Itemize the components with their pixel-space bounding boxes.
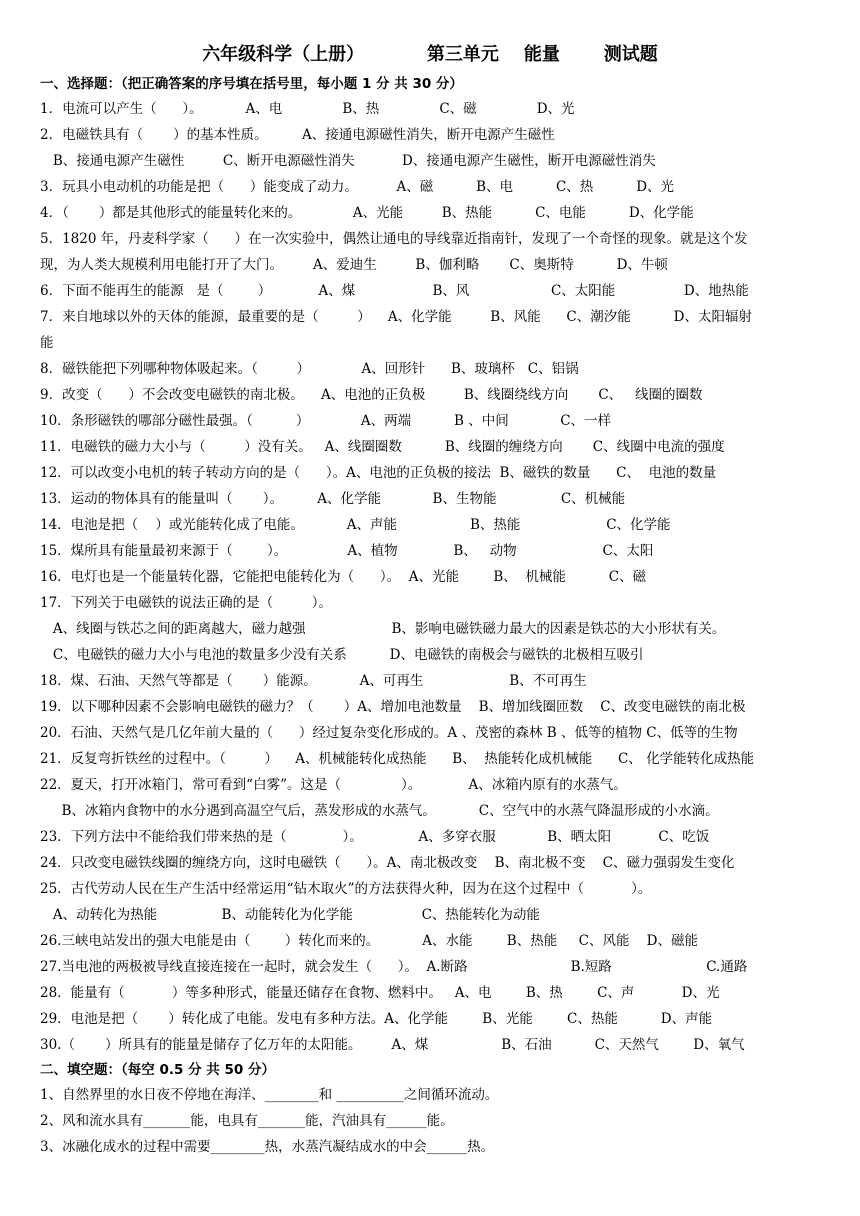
question-line: 10．条形磁铁的哪部分磁性最强。（ ） A、两端 B 、中间 C、一样	[40, 413, 612, 429]
question-line: 20．石油、天然气是几亿年前大量的（ ）经过复杂变化形成的。A 、茂密的森林 B 、低等的植物 C、低等的生物	[40, 725, 738, 741]
question-line: 27.当电池的两极被导线直接连接在一起时，就会发生（ ）。 A.断路 B.短路 C.通路	[40, 959, 748, 975]
question-line: A、动转化为热能 B、动能转化为化学能 C、热能转化为动能	[40, 907, 540, 923]
question-line: 19．以下哪种因素不会影响电磁铁的磁力？（ ）A、增加电池数量 B、增加线圈匝数 C、改变电磁铁的南北极	[40, 699, 746, 715]
question-line: 16．电灯也是一个能量转化器，它能把电能转化为（ ）。 A、光能 B、 机械能 C、磁	[40, 569, 647, 585]
choice-questions	[40, 96, 820, 1058]
question-line: 4．（ ）都是其他形式的能量转化来的。 A、光能 B、热能 C、电能 D、化学能	[40, 205, 694, 221]
question-line: 2．电磁铁具有（ ）的基本性质。 A、接通电源磁性消失，断开电源产生磁性	[40, 127, 555, 143]
question-line: 12．可以改变小电机的转子转动方向的是（ ）。A、电池的正负极的接法 B、磁铁的数量 C、 电池的数量	[40, 465, 717, 481]
question-line: 15．煤所具有能量最初来源于（ ）。 A、植物 B、 动物 C、太阳	[40, 543, 654, 559]
question-line: B、冰箱内食物中的水分遇到高温空气后，蒸发形成的水蒸气。 C、空气中的水蒸气降温形成的小水滴。	[40, 803, 719, 819]
question-line: 9．改变（ ）不会改变电磁铁的南北极。 A、电池的正负极 B、线圈绕线方向 C、 线圈的圈数	[40, 387, 703, 403]
question-line: 13．运动的物体具有的能量叫（ ）。 A、化学能 B、生物能 C、机械能	[40, 491, 626, 507]
question-line: 23．下列方法中不能给我们带来热的是（ ）。 A、多穿衣服 B、晒太阳 C、吃饭	[40, 829, 710, 845]
question-line: 7．来自地球以外的天体的能源，最重要的是（ ） A、化学能 B、风能 C、潮汐能 D、太阳辐射	[40, 309, 752, 325]
fill-line: 2、风和流水具有_______能，电具有_______能，汽油具有______能。	[40, 1113, 454, 1129]
page-title: 六年级科学（上册） 第三单元 能量 测试题	[202, 44, 658, 65]
fill-line: 1、自然界里的水日夜不停地在海洋、________和 __________之间循环流动。	[40, 1087, 499, 1103]
section-heading-fill: 二、填空题：（每空 0.5 分 共 50 分）	[40, 1062, 275, 1078]
question-line: A、线圈与铁芯之间的距离越大，磁力越强 B、影响电磁铁磁力最大的因素是铁芯的大小形状有关。	[40, 621, 726, 637]
question-line: 现，为人类大规模利用电能打开了大门。 A、爱迪生 B、伽利略 C、奥斯特 D、牛顿	[40, 257, 668, 273]
question-line: 21．反复弯折铁丝的过程中。（ ） A、机械能转化成热能 B、 热能转化成机械能 C、 化学能转化成热能	[40, 751, 755, 767]
question-line: B、接通电源产生磁性 C、断开电源磁性消失 D、接通电源产生磁性，断开电源磁性消失	[40, 153, 656, 169]
question-line: 6．下面不能再生的能源 是（ ） A、煤 B、风 C、太阳能 D、地热能	[40, 283, 749, 299]
question-line: 5．1820 年，丹麦科学家（ ）在一次实验中，偶然让通电的导线靠近指南针，发现了一个奇怪的现象。就是这个发	[40, 231, 748, 247]
question-line: 28．能量有（ ）等多种形式，能量还储存在食物、燃料中。 A、电 B、热 C、声 D、光	[40, 985, 720, 1001]
question-line: 25．古代劳动人民在生产生活中经常运用“钻木取火”的方法获得火种，因为在这个过程中（ ）。	[40, 881, 652, 897]
question-line: 24．只改变电磁铁线圈的缠绕方向，这时电磁铁（ ）。A、南北极改变 B、南北极不变 C、磁力强弱发生变化	[40, 855, 735, 871]
question-line: 能	[40, 335, 54, 351]
fill-questions	[40, 1082, 820, 1160]
question-line: 11．电磁铁的磁力大小与（ ）没有关。 A、线圈圈数 B、线圈的缠绕方向 C、线圈中电流的强度	[40, 439, 725, 455]
fill-line: 3、冰融化成水的过程中需要________热，水蒸汽凝结成水的中会______热。	[40, 1139, 495, 1155]
question-line: C、电磁铁的磁力大小与电池的数量多少没有关系 D、电磁铁的南极会与磁铁的北极相互吸引	[40, 647, 644, 663]
question-line: 18．煤、石油、天然气等都是（ ）能源。 A、可再生 B、不可再生	[40, 673, 587, 689]
question-line: 22．夏天，打开冰箱门，常可看到“白雾”。这是（ ）。 A、冰箱内原有的水蒸气。	[40, 777, 627, 793]
question-line: 3．玩具小电动机的功能是把（ ）能变成了动力。 A、磁 B、电 C、热 D、光	[40, 179, 675, 195]
question-line: 29．电池是把（ ）转化成了电能。发电有多种方法。A、化学能 B、光能 C、热能 D、声能	[40, 1011, 713, 1027]
question-line: 1．电流可以产生（ ）。 A、电 B、热 C、磁 D、光	[40, 101, 575, 117]
section-heading-choice: 一、选择题：（把正确答案的序号填在括号里，每小题 1 分 共 30 分）	[40, 76, 463, 92]
question-line: 26.三峡电站发出的强大电能是由（ ）转化而来的。 A、水能 B、热能 C、风能 D、磁能	[40, 933, 698, 949]
question-line: 30.（ ）所具有的能量是储存了亿万年的太阳能。 A、煤 B、石油 C、天然气 D、氧气	[40, 1037, 745, 1053]
question-line: 14．电池是把（ ）或光能转化成了电能。 A、声能 B、热能 C、化学能	[40, 517, 671, 533]
question-line: 8．磁铁能把下列哪种物体吸起来。（ ） A、回形针 B、玻璃杯 C、铝锅	[40, 361, 579, 377]
question-line: 17．下列关于电磁铁的说法正确的是（ ）。	[40, 595, 333, 611]
